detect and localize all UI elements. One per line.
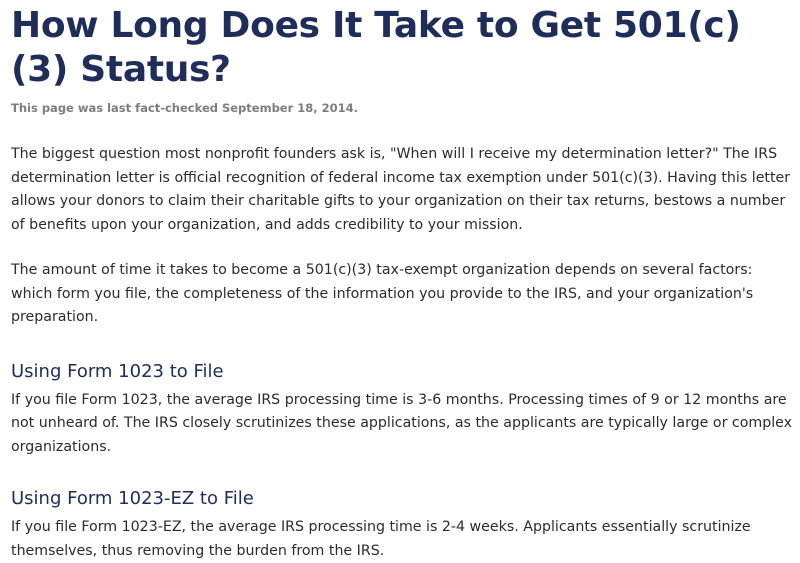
section-heading-form-1023: Using Form 1023 to File <box>11 360 224 382</box>
fact-check-date: This page was last fact-checked September 18, 2014. <box>11 101 359 115</box>
section-body-form-1023-ez: If you file Form 1023-EZ, the average IRS processing time is 2-4 weeks. Applicants essentially scrutinize themselves, thus removing the burden from the IRS. <box>11 519 751 559</box>
page-title: How Long Does It Take to Get 501(c)(3) Status? <box>11 5 741 90</box>
intro-paragraph-2: The amount of time it takes to become a 501(c)(3) tax-exempt organization depends on several factors: which form you file, the completeness of the information you provide to the IRS, and your organization's preparation. <box>11 262 754 325</box>
section-body-form-1023: If you file Form 1023, the average IRS processing time is 3-6 months. Processing times of 9 or 12 months are not unheard of. The IRS closely scrutinizes these applications, as the applicants are typically large or complex organizations. <box>11 391 793 455</box>
section-heading-form-1023-ez: Using Form 1023-EZ to File <box>11 488 254 509</box>
intro-paragraph-1: The biggest question most nonprofit founders ask is, "When will I receive my determination letter?" The IRS determination letter is official recognition of federal income tax exemption under 501(c)(3). Having this letter allows your donors to claim their charitable gifts to your organization on their tax returns, bestows a number of benefits upon your organization, and adds credibility to your mission. <box>11 146 791 233</box>
